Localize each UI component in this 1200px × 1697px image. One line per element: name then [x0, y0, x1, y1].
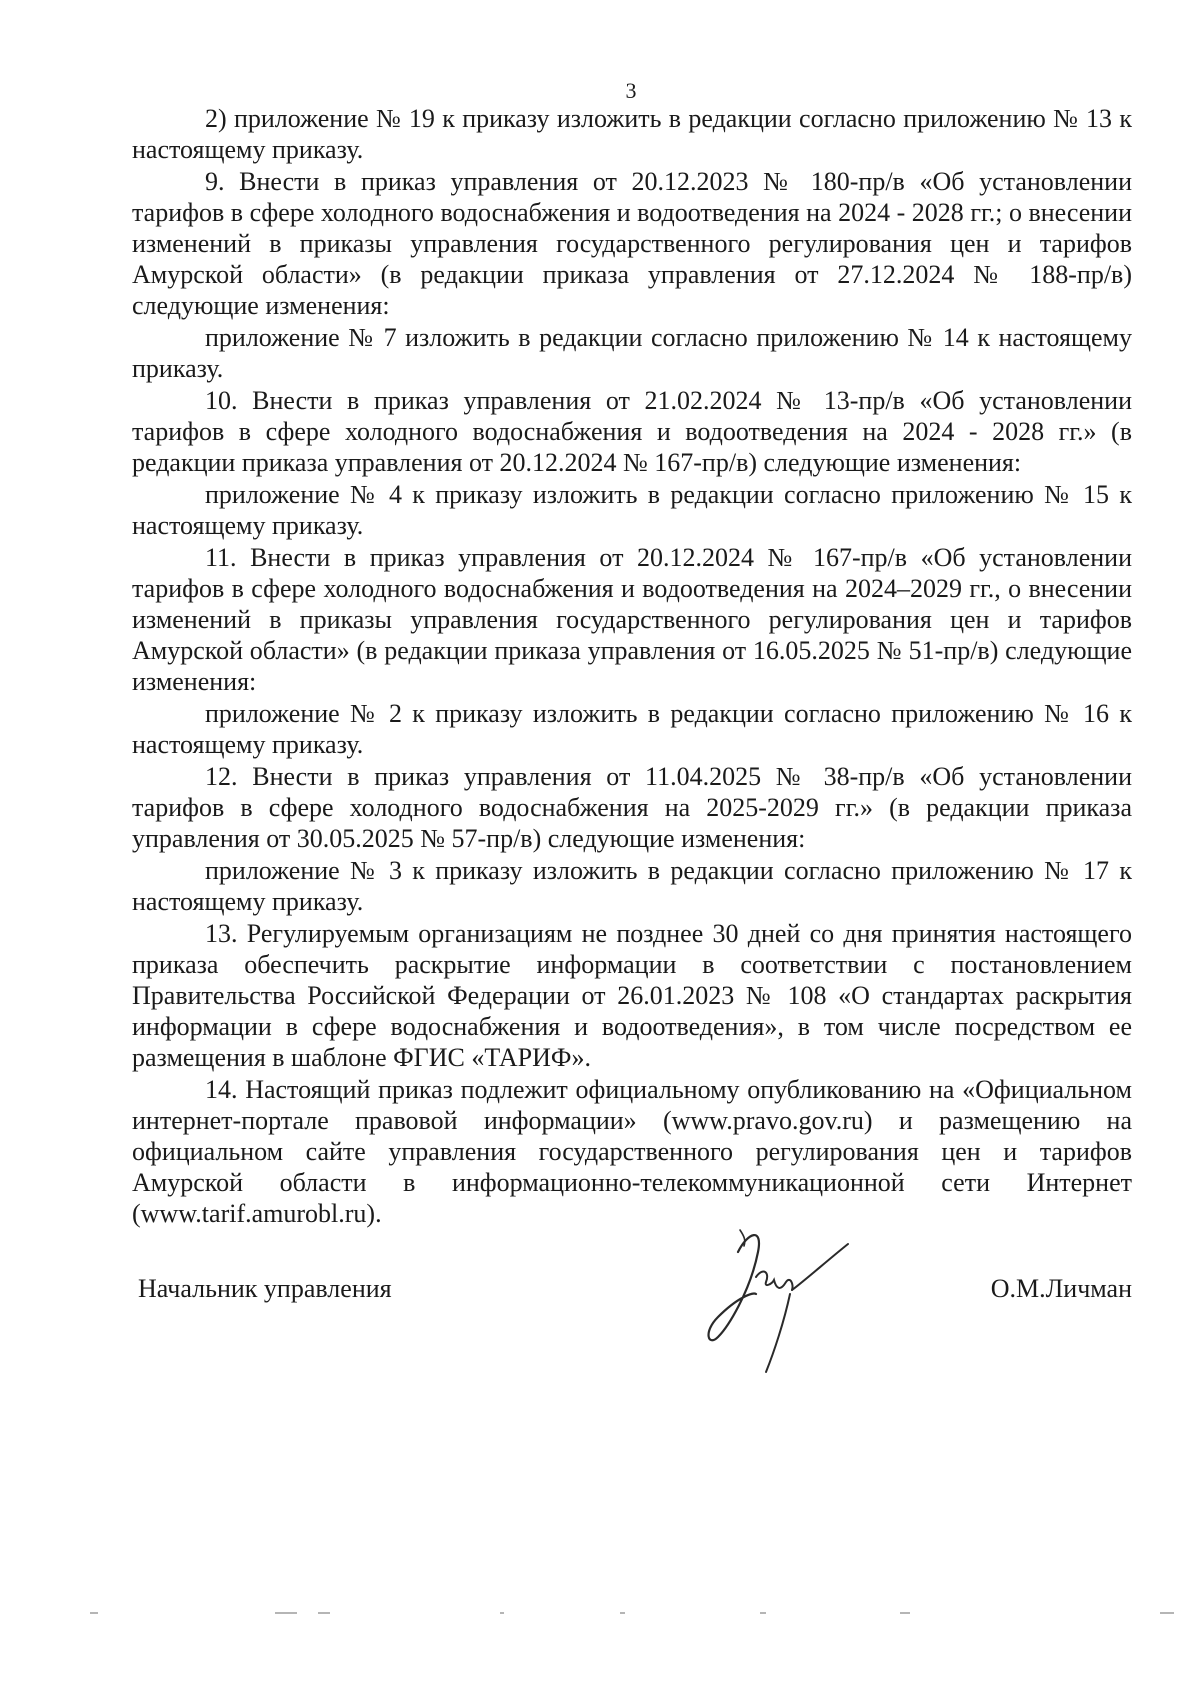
page-number: 3 [625, 78, 637, 103]
scan-speck [1160, 1612, 1174, 1614]
paragraph-point-10: 10. Внести в приказ управления от 21.02.2024 № 13-пр/в «Об установлении тарифов в сфере холодного водоснабжения и водоотведения на 2024 - 2028 гг.» (в редакции приказа управления от 20.12.2024 № 167-пр/в) следующие изменения: [132, 386, 1132, 477]
handwritten-signature [678, 1222, 858, 1382]
paragraph-point-9-change: приложение № 7 изложить в редакции согласно приложению № 14 к настоящему приказу. [132, 323, 1132, 383]
signatory-name: О.М.Личман [990, 1274, 1132, 1303]
paragraph-point-12-change: приложение № 3 к приказу изложить в редакции согласно приложению № 17 к настоящему приказу. [132, 856, 1132, 916]
order-text [132, 103, 1132, 1230]
scan-speck [318, 1612, 330, 1614]
scan-speck [900, 1612, 910, 1614]
paragraph-point-10-change: приложение № 4 к приказу изложить в редакции согласно приложению № 15 к настоящему приказу. [132, 480, 1132, 540]
scan-speck [275, 1612, 297, 1614]
signature-block [138, 1262, 1132, 1382]
paragraph-point-14: 14. Настоящий приказ подлежит официальному опубликованию на «Официальном интернет-портале правовой информации» (www.pravo.gov.ru) и размещению на официальном сайте управления государственного регулирования цен и тарифов Амурской области в информационно-телекоммуникационной сети Интернет (www.tarif.amurobl.ru). [132, 1075, 1132, 1228]
scan-speck [620, 1612, 625, 1614]
paragraph-point-11: 11. Внести в приказ управления от 20.12.2024 № 167-пр/в «Об установлении тарифов в сфере холодного водоснабжения и водоотведения на 2024–2029 гг., о внесении изменений в приказы управления государственного регулирования цен и тарифов Амурской области» (в редакции приказа управления от 16.05.2025 № 51-пр/в) следующие изменения: [132, 543, 1132, 696]
scan-speck [90, 1612, 98, 1614]
paragraph-point-11-change: приложение № 2 к приказу изложить в редакции согласно приложению № 16 к настоящему приказу. [132, 699, 1132, 759]
paragraph-item-2: 2) приложение № 19 к приказу изложить в редакции согласно приложению № 13 к настоящему приказу. [132, 104, 1132, 164]
scan-speck [760, 1612, 766, 1614]
paragraph-point-12: 12. Внести в приказ управления от 11.04.2025 № 38-пр/в «Об установлении тарифов в сфере холодного водоснабжения на 2025-2029 гг.» (в редакции приказа управления от 30.05.2025 № 57-пр/в) следующие изменения: [132, 762, 1132, 853]
paragraph-point-9: 9. Внести в приказ управления от 20.12.2023 № 180-пр/в «Об установлении тарифов в сфере холодного водоснабжения и водоотведения на 2024 - 2028 гг.; о внесении изменений в приказы управления государственного регулирования цен и тарифов Амурской области» (в редакции приказа управления от 27.12.2024 № 188-пр/в) следующие изменения: [132, 167, 1132, 320]
scan-speck [500, 1612, 504, 1614]
paragraph-point-13: 13. Регулируемым организациям не позднее 30 дней со дня принятия настоящего приказа обеспечить раскрытие информации в соответствии с постановлением Правительства Российской Федерации от 26.01.2023 № 108 «О стандартах раскрытия информации в сфере водоснабжения и водоотведения», в том числе посредством ее размещения в шаблоне ФГИС «ТАРИФ». [132, 919, 1132, 1072]
signatory-title: Начальник управления [138, 1274, 392, 1303]
